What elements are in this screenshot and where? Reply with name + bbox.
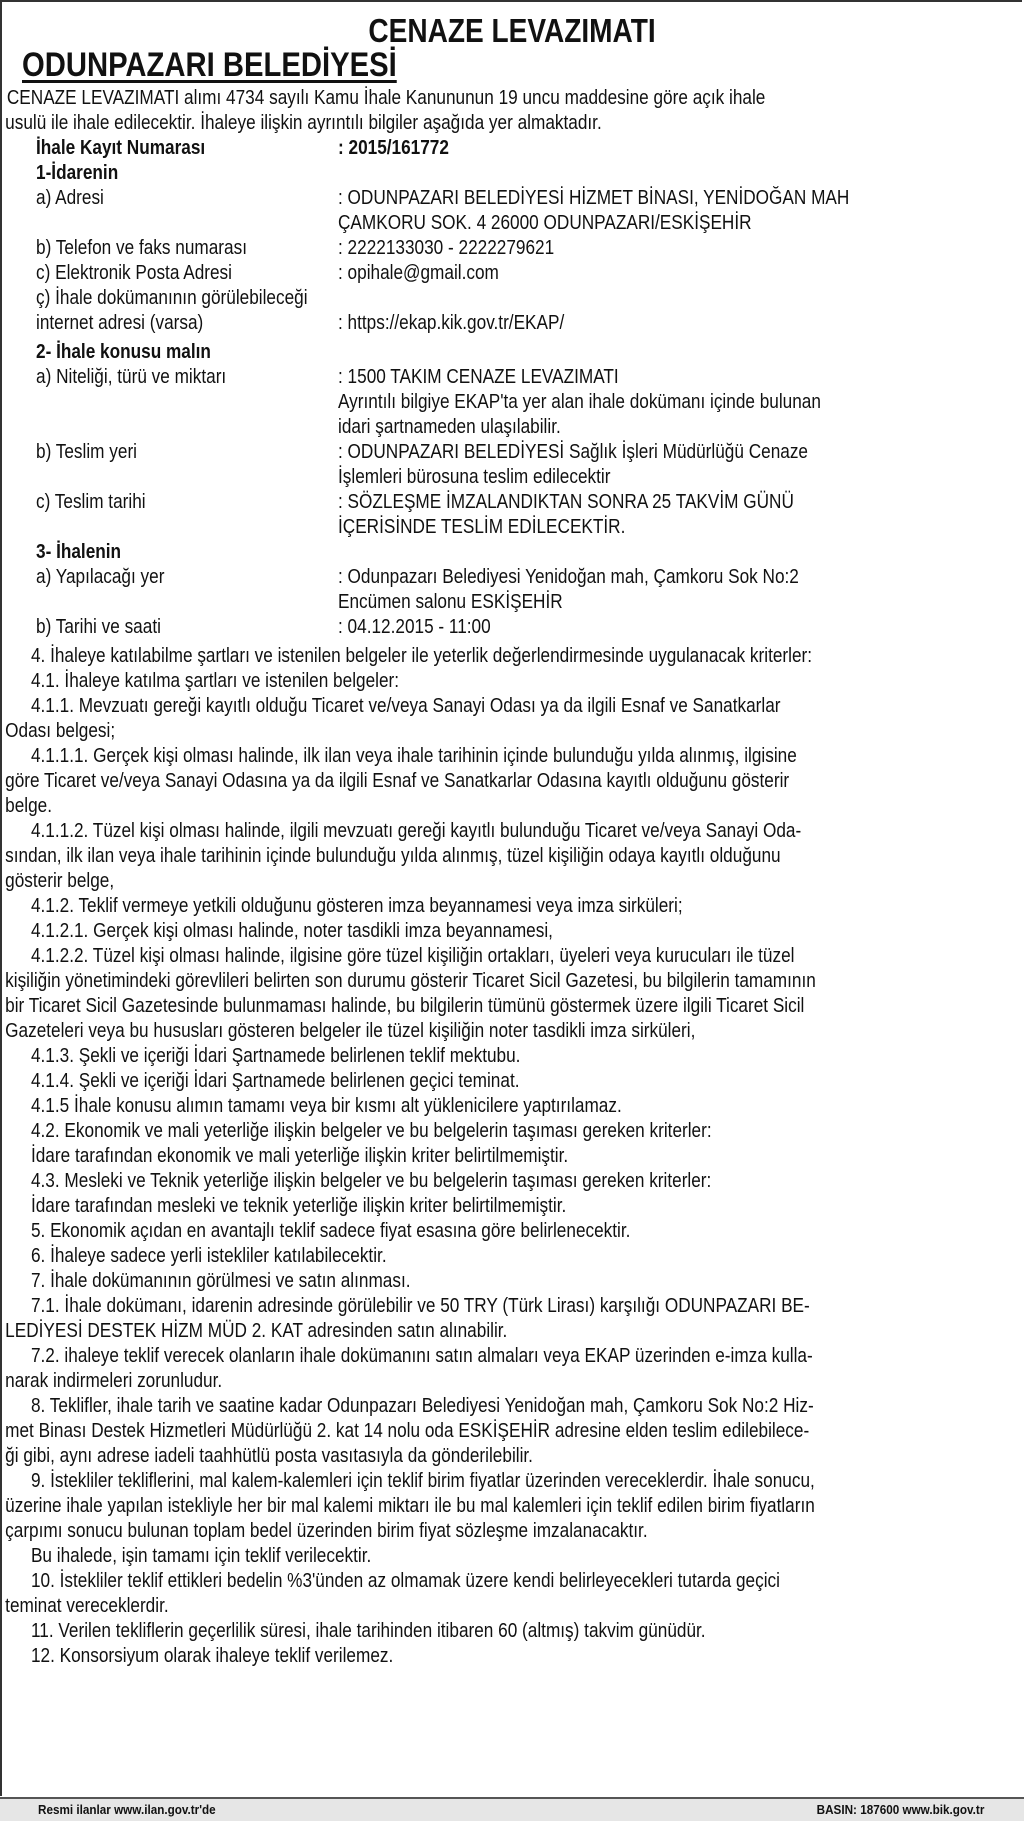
body-line: 4.1.1. Mevzuatı gereği kayıtlı olduğu Ticaret ve/veya Sanayi Odası ya da ilgili Esnaf ve Sanatkarlar — [30, 695, 781, 717]
field-label: a) Niteliği, türü ve miktarı — [36, 366, 227, 388]
body-line: İdare tarafından mesleki ve teknik yeterliğe ilişkin kriter belirtilmemiştir. — [30, 1195, 567, 1217]
body-line: 10. İstekliler teklif ettikleri bedelin %3'ünden az olmamak üzere kendi belirleyecekleri tutarda geçici — [30, 1570, 780, 1592]
body-line: gösterir belge, — [5, 870, 115, 892]
field-value: : https://ekap.kik.gov.tr/EKAP/ — [338, 312, 565, 334]
body-line: sından, ilk ilan veya ihale tarihinin içinde bulunduğu yılda alınmış, tüzel kişiliğin odaya kayıtlı olduğunu — [5, 845, 781, 867]
field-value-line: Encümen salonu ESKİŞEHİR — [338, 591, 563, 613]
body-line: üzerine ihale yapılan istekliyle her bir mal kalemi miktarı ile bu mal kalemleri için teklif edilen birim fiyatların — [5, 1495, 815, 1517]
field-label: b) Teslim yeri — [36, 441, 137, 463]
intro-line: usulü ile ihale edilecektir. İhaleye ilişkin ayrıntılı bilgiler aşağıda yer almaktadır. — [5, 112, 602, 134]
intro-line: CENAZE LEVAZIMATI alımı 4734 sayılı Kamu İhale Kanununun 19 uncu maddesine göre açık ihale — [6, 87, 766, 109]
field-value: : 04.12.2015 - 11:00 — [338, 616, 491, 638]
field-value-continuation — [0, 590, 1024, 615]
section-heading — [0, 340, 1024, 365]
field-row — [0, 186, 1024, 211]
field-row — [0, 490, 1024, 515]
footer-left-link[interactable]: Resmi ilanlar www.ilan.gov.tr'de — [38, 1802, 216, 1817]
body-line: met Binası Destek Hizmetleri Müdürlüğü 2. kat 14 nolu oda ESKİŞEHİR adresine elden teslim edilebilece- — [5, 1420, 810, 1442]
body-line: 7.1. İhale dokümanı, idarenin adresinde görülebilir ve 50 TRY (Türk Lirası) karşılığı ODUNPAZARI BE- — [30, 1295, 810, 1317]
field-label: c) Elektronik Posta Adresi — [36, 262, 232, 284]
field-row — [0, 261, 1024, 286]
section-heading-text: 3- İhalenin — [36, 541, 122, 563]
field-label: internet adresi (varsa) — [36, 312, 204, 334]
body-line: LEDİYESİ DESTEK HİZM MÜD 2. KAT adresinden satın alınabilir. — [5, 1320, 508, 1342]
section-tender — [0, 540, 1024, 640]
field-label: ç) İhale dokümanının görülebileceği — [36, 287, 308, 309]
field-value-continuation — [0, 390, 1024, 415]
field-value-line: Ayrıntılı bilgiye EKAP'ta yer alan ihale dokümanı içinde bulunan — [338, 391, 821, 413]
registration-value: : 2015/161772 — [338, 137, 449, 159]
field-label: b) Telefon ve faks numarası — [36, 237, 247, 259]
field-value: : ODUNPAZARI BELEDİYESİ HİZMET BİNASI, YENİDOĞAN MAH — [338, 187, 850, 209]
field-value: : ODUNPAZARI BELEDİYESİ Sağlık İşleri Müdürlüğü Cenaze — [338, 441, 809, 463]
body-line: göre Ticaret ve/veya Sanayi Odasına ya da ilgili Esnaf ve Sanatkarlar Odasına kayıtlı olduğunu gösterir — [5, 770, 790, 792]
footer-bar — [0, 1797, 1024, 1821]
conditions-body — [0, 644, 1024, 1669]
field-label: a) Yapılacağı yer — [36, 566, 165, 588]
notice-body — [0, 86, 1024, 1669]
field-label: c) Teslim tarihi — [36, 491, 146, 513]
body-line: 4.1.2.1. Gerçek kişi olması halinde, noter tasdikli imza beyannamesi, — [30, 920, 553, 942]
field-value-continuation — [0, 415, 1024, 440]
body-line: 4.1.4. Şekli ve içeriği İdari Şartnamede belirlenen geçici teminat. — [30, 1070, 520, 1092]
field-value-continuation — [0, 515, 1024, 540]
body-line: ği gibi, aynı adrese iadeli taahhütlü posta vasıtasıyla da gönderilebilir. — [5, 1445, 533, 1467]
field-row — [0, 311, 1024, 336]
body-line: kişiliğin yönetimindeki görevlileri belirten son durumu gösterir Ticaret Sicil Gazetesi, bu bilgilerin tamamının — [5, 970, 816, 992]
field-row — [0, 440, 1024, 465]
field-label: b) Tarihi ve saati — [36, 616, 161, 638]
body-line: 4.1. İhaleye katılma şartları ve istenilen belgeler: — [30, 670, 400, 692]
body-line: belge. — [5, 795, 53, 817]
field-value-line: İÇERİSİNDE TESLİM EDİLECEKTİR. — [338, 516, 626, 538]
body-line: 7. İhale dokümanının görülmesi ve satın alınması. — [30, 1270, 411, 1292]
footer-right-link[interactable]: BASIN: 187600 www.bik.gov.tr — [816, 1802, 984, 1817]
body-line: 6. İhaleye sadece yerli istekliler katılabilecektir. — [30, 1245, 387, 1267]
section-heading-text: 2- İhale konusu malın — [36, 341, 211, 363]
section-goods — [0, 340, 1024, 540]
body-line: teminat vereceklerdir. — [5, 1595, 169, 1617]
institution-name-text: ODUNPAZARI BELEDİYESİ — [22, 46, 397, 84]
body-line: 4. İhaleye katılabilme şartları ve istenilen belgeler ile yeterlik değerlendirmesinde uygulanacak kriterler: — [30, 645, 813, 667]
field-row — [0, 236, 1024, 261]
body-line: 4.2. Ekonomik ve mali yeterliğe ilişkin belgeler ve bu belgelerin taşıması gereken kriterler: — [30, 1120, 712, 1142]
body-line: narak indirmeleri zorunludur. — [5, 1370, 223, 1392]
body-line: 4.1.5 İhale konusu alımın tamamı veya bir kısmı alt yüklenicilere yaptırılamaz. — [30, 1095, 622, 1117]
section-heading — [0, 540, 1024, 565]
field-value: : Odunpazarı Belediyesi Yenidoğan mah, Çamkoru Sok No:2 — [338, 566, 799, 588]
field-label: a) Adresi — [36, 187, 104, 209]
body-line: İdare tarafından ekonomik ve mali yeterliğe ilişkin kriter belirtilmemiştir. — [30, 1145, 569, 1167]
field-value: : 1500 TAKIM CENAZE LEVAZIMATI — [338, 366, 619, 388]
field-value: : 2222133030 - 2222279621 — [338, 237, 555, 259]
body-line: 9. İstekliler tekliflerini, mal kalem-kalemleri için teklif birim fiyatlar üzerinden vereceklerdir. İhale sonucu, — [30, 1470, 815, 1492]
field-row — [0, 615, 1024, 640]
body-line: 5. Ekonomik açıdan en avantajlı teklif sadece fiyat esasına göre belirlenecektir. — [30, 1220, 631, 1242]
body-line: çarpımı sonucu bulunan toplam bedel üzerinden birim fiyat sözleşme imzalanacaktır. — [5, 1520, 648, 1542]
field-value: : opihale@gmail.com — [338, 262, 499, 284]
body-line: 4.1.1.2. Tüzel kişi olması halinde, ilgili mevzuatı gereği kayıtlı bulunduğu Ticaret ve/veya Sanayi Oda- — [30, 820, 802, 842]
field-value-line: İşlemleri bürosuna teslim edilecektir — [338, 466, 611, 488]
field-value-line: idari şartnameden ulaşılabilir. — [338, 416, 561, 438]
registration-label: İhale Kayıt Numarası — [36, 137, 206, 159]
body-line: Odası belgesi; — [5, 720, 116, 742]
body-line: Gazeteleri veya bu hususları gösteren belgeler ile tüzel kişiliğin noter tasdikli imza sirküleri, — [5, 1020, 696, 1042]
field-value-continuation — [0, 211, 1024, 236]
field-row — [0, 365, 1024, 390]
body-line: 4.1.2.2. Tüzel kişi olması halinde, ilgisine göre tüzel kişiliğin ortakları, üyeleri veya kurucuları ile tüzel — [30, 945, 795, 967]
body-line: 4.1.1.1. Gerçek kişi olması halinde, ilk ilan veya ihale tarihinin içinde bulunduğu yılda alınmış, ilgisine — [30, 745, 797, 767]
institution-name — [22, 46, 397, 85]
section-heading — [0, 161, 1024, 186]
section-administration — [0, 161, 1024, 336]
body-line: 4.1.2. Teklif vermeye yetkili olduğunu gösteren imza beyannamesi veya imza sirküleri; — [30, 895, 683, 917]
field-value-line: ÇAMKORU SOK. 4 26000 ODUNPAZARI/ESKİŞEHİR — [338, 212, 752, 234]
body-line: 4.1.3. Şekli ve içeriği İdari Şartnamede belirlenen teklif mektubu. — [30, 1045, 521, 1067]
field-value: : SÖZLEŞME İMZALANDIKTAN SONRA 25 TAKVİM GÜNÜ — [338, 491, 794, 513]
body-line: 8. Teklifler, ihale tarih ve saatine kadar Odunpazarı Belediyesi Yenidoğan mah, Çamkoru Sok No:2 Hiz- — [30, 1395, 814, 1417]
body-line: 12. Konsorsiyum olarak ihaleye teklif verilemez. — [30, 1645, 394, 1667]
field-row — [0, 286, 1024, 311]
body-line: 11. Verilen tekliflerin geçerlilik süresi, ihale tarihinden itibaren 60 (altmış) takvim günüdür. — [30, 1620, 706, 1642]
field-value-continuation — [0, 465, 1024, 490]
body-line: 4.3. Mesleki ve Teknik yeterliğe ilişkin belgeler ve bu belgelerin taşıması gereken kriterler: — [30, 1170, 712, 1192]
notice-title: CENAZE LEVAZIMATI — [368, 12, 656, 49]
field-row — [0, 565, 1024, 590]
section-heading-text: 1-İdarenin — [36, 162, 119, 184]
body-line: Bu ihalede, işin tamamı için teklif verilecektir. — [30, 1545, 372, 1567]
body-line: 7.2. ihaleye teklif verecek olanların ihale dokümanını satın almaları veya EKAP üzerinden e-imza kulla- — [30, 1345, 813, 1367]
registration-row — [0, 136, 1024, 161]
body-line: bir Ticaret Sicil Gazetesinde bulunmaması halinde, bu bilgilerin tümünü göstermek üzere ilgili Ticaret Sicil — [5, 995, 805, 1017]
